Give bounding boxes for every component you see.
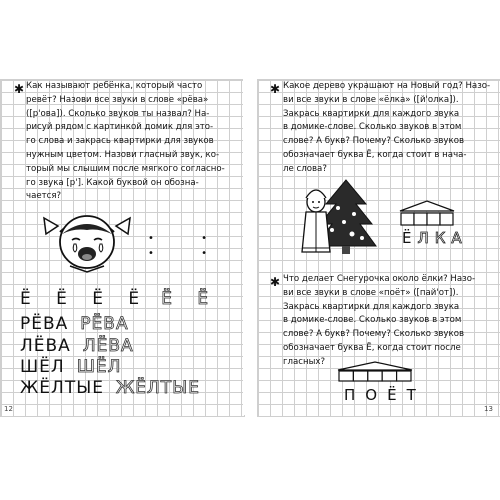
text-line: нужным цветом. Назови гласный звук, ко- — [26, 149, 220, 160]
task-star-icon: ✱ — [270, 275, 281, 289]
solid-word: ШЁЛ — [20, 357, 65, 377]
letter-row — [20, 313, 129, 335]
text-line: обозначает буква Ё, когда стоит после — [283, 342, 461, 353]
sound-dots: • • — [148, 233, 229, 244]
task-star-icon: ✱ — [14, 82, 25, 96]
sound-cell — [368, 371, 382, 381]
text-line: в домике-слове. Сколько звуков в этом — [283, 122, 462, 133]
sound-cell — [414, 213, 427, 225]
traceable-word: ЛЁВА — [82, 336, 134, 356]
traceable-word-rest: ЛКА — [417, 229, 468, 247]
word-letter: Т — [406, 386, 426, 404]
text-line: ле слова? — [283, 163, 327, 174]
text-line: торый мы слышим после мягкого согласно- — [26, 163, 225, 174]
sound-cell — [339, 371, 353, 381]
word-letter: П — [344, 386, 366, 404]
traceable-letters: Ё Ё — [161, 289, 219, 309]
book-gutter — [243, 79, 257, 415]
traceable-word: РЁВА — [80, 314, 129, 334]
text-line: обозначает буква Ё, когда стоит в нача- — [283, 149, 467, 160]
text-line: ревёт? Назови все звуки в слове «рёва» — [26, 94, 209, 105]
letter-row — [20, 288, 218, 310]
text-line: слове? А букв? Почему? Сколько звуков — [283, 329, 465, 340]
word-poet — [344, 386, 426, 404]
page-number: 13 — [484, 405, 493, 413]
sound-dots: • • — [148, 248, 229, 259]
text-line: в домике-слове. Сколько звуков в этом — [283, 315, 462, 326]
text-line: ([р'ова]). Сколько звуков ты назвал? На- — [26, 108, 210, 119]
letter-row — [20, 356, 121, 378]
text-line: слове? А букв? Почему? Сколько звуков — [283, 136, 465, 147]
letter-row — [20, 335, 134, 357]
page-number: 12 — [4, 405, 13, 413]
sound-cell — [440, 213, 453, 225]
solid-letters: Ё Ё Ё Ё — [20, 289, 150, 309]
word-house-diagram — [398, 200, 456, 228]
sound-cell — [353, 371, 367, 381]
sound-cell — [427, 213, 440, 225]
text-line: Закрась квартирки для каждого звука — [283, 301, 460, 312]
text-line: ви все звуки в слове «ёлка» ([й'олка]). — [283, 94, 459, 105]
word-letter: Ё — [387, 386, 407, 404]
sound-cell — [397, 371, 411, 381]
solid-word: ЛЁВА — [20, 336, 71, 356]
left-task-text — [26, 80, 241, 204]
snow-maiden-tree-illustration — [296, 178, 386, 258]
solid-word: РЁВА — [20, 314, 69, 334]
word-elka — [402, 229, 468, 247]
letter-row — [20, 377, 200, 399]
text-line: Что делает Снегурочка около ёлки? Назо- — [283, 274, 476, 284]
solid-word: ЖЁЛТЫЕ — [20, 378, 104, 398]
traceable-word: ШЁЛ — [76, 357, 122, 377]
crying-child-illustration — [38, 206, 138, 276]
text-line: чается? — [26, 191, 62, 202]
text-line: Закрась квартирки для каждого звука — [283, 108, 460, 119]
word-first-letter: Ё — [402, 229, 418, 247]
task-star-icon: ✱ — [270, 82, 281, 96]
text-line: рисуй рядом с картинкой домик для это- — [26, 122, 214, 133]
right-task1-text — [283, 80, 495, 177]
word-letter: О — [365, 386, 388, 404]
word-house-diagram — [336, 361, 414, 383]
text-line: го звука [р']. Какой буквой он обозна- — [26, 177, 199, 188]
text-line: го слова и закрась квартирки для звуков — [26, 136, 214, 147]
right-task2-text — [283, 273, 495, 370]
text-line: Какое дерево украшают на Новый год? Назо- — [283, 81, 491, 91]
text-line: гласных? — [283, 356, 326, 367]
sound-cell — [382, 371, 396, 381]
text-line: Как называют ребёнка, который часто — [26, 81, 203, 91]
sound-cell — [401, 213, 414, 225]
text-line: ви все звуки в слове «поёт» ([пай'от]). — [283, 287, 459, 298]
traceable-word: ЖЁЛТЫЕ — [115, 378, 200, 398]
